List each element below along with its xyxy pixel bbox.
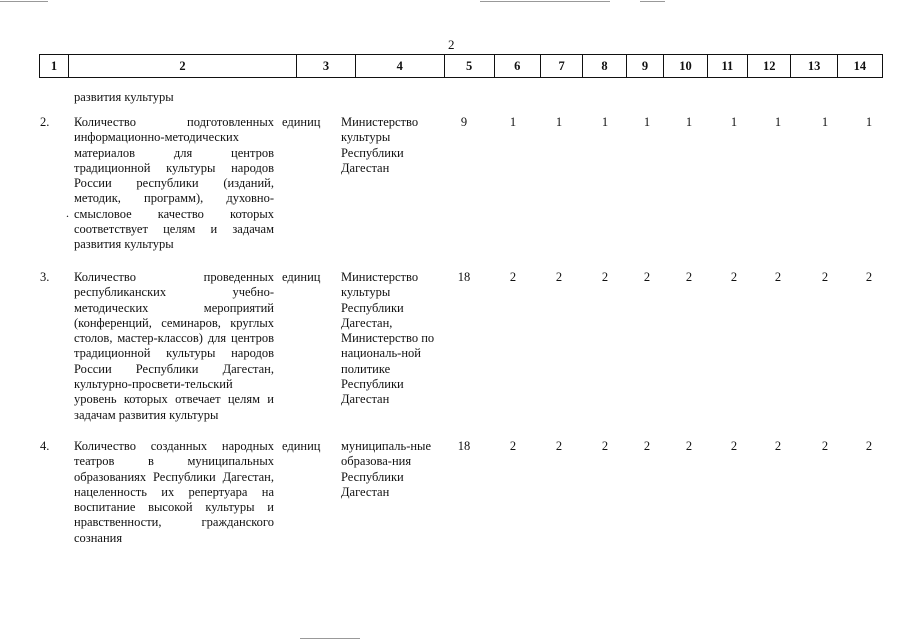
header-col-7: 7 [541,55,583,77]
value-col-6: 2 [509,439,517,453]
header-col-1: 1 [40,55,69,77]
value-col-9: 2 [643,439,651,453]
header-col-14: 14 [853,58,867,73]
value-col-8: 2 [601,270,609,284]
header-col-4: 4 [356,55,445,77]
row-unit: единиц [282,439,321,453]
scan-speck: . [66,206,69,220]
header-col-9: 9 [627,55,665,77]
row-description: Количество созданных народных театров в муниципальных образованиях Республики Дагестан, нацеленность их репертуара на воспитание высокой культуры и нравственности, гражданского сознания [74,439,274,545]
value-col-7: 2 [555,270,563,284]
value-col-14: 1 [865,115,873,129]
value-col-14: 2 [865,439,873,453]
value-col-12: 1 [774,115,782,129]
header-col-3: 3 [297,55,356,77]
value-col-12: 2 [774,270,782,284]
value-col-13: 2 [821,439,829,453]
value-col-14: 2 [865,270,873,284]
value-col-13: 2 [821,270,829,284]
value-col-5: 18 [457,270,471,284]
row-number: 4. [40,439,50,453]
scan-edge-mark [640,1,665,2]
row-ministry: Министерство культуры Республики Дагестан [341,115,419,175]
value-col-10: 2 [685,439,693,453]
row-number: 2. [40,115,50,129]
row-number: 3. [40,270,50,284]
page-number: 2 [448,37,455,52]
header-col-6: 6 [495,55,541,77]
row-ministry: муниципаль-ные образова-ния Республики Дагестан [341,439,432,499]
row-unit: единиц [282,270,321,284]
row-description: Количество подготовленных информационно-методических материалов для центров традиционной культуры народов России республики (изданий, методик, программ), духовно-смысловое качество которых соответствует целям и задачам развития культуры [74,115,274,252]
value-col-9: 2 [643,270,651,284]
value-col-11: 2 [730,270,738,284]
row-ministry: Министерство культуры Республики Дагестан, Министерство по националь-ной политике Республики Дагестан [341,270,435,407]
scan-edge-mark [0,1,48,2]
value-col-8: 1 [601,115,609,129]
value-col-13: 1 [821,115,829,129]
value-col-9: 1 [643,115,651,129]
value-col-5: 9 [460,115,468,129]
header-col-2: 2 [69,55,297,77]
row-description: Количество проведенных республиканских учебно-методических мероприятий (конференций, семинаров, круглых столов, мастер-классов) для центров традиционной культуры народов России Республики Дагестан, культурно-просвети-тельский уровень которых отвечает целям и задачам развития культуры [74,270,274,422]
value-col-8: 2 [601,439,609,453]
value-col-12: 2 [774,439,782,453]
value-col-7: 1 [555,115,563,129]
header-col-10: 10 [664,55,707,77]
header-col-5: 5 [445,55,495,77]
value-col-5: 18 [457,439,471,453]
header-col-11: 11 [708,55,748,77]
scan-edge-mark [300,638,360,639]
continuation-text: развития культуры [74,90,174,104]
value-col-10: 1 [685,115,693,129]
header-col-12: 12 [748,55,791,77]
header-col-13: 13 [791,55,837,77]
value-col-11: 2 [730,439,738,453]
value-col-10: 2 [685,270,693,284]
value-col-11: 1 [730,115,738,129]
value-col-7: 2 [555,439,563,453]
header-col-8: 8 [583,55,626,77]
scan-edge-mark [480,1,610,2]
value-col-6: 2 [509,270,517,284]
value-col-6: 1 [509,115,517,129]
table-header-row [39,54,883,78]
row-unit: единиц [282,115,321,129]
